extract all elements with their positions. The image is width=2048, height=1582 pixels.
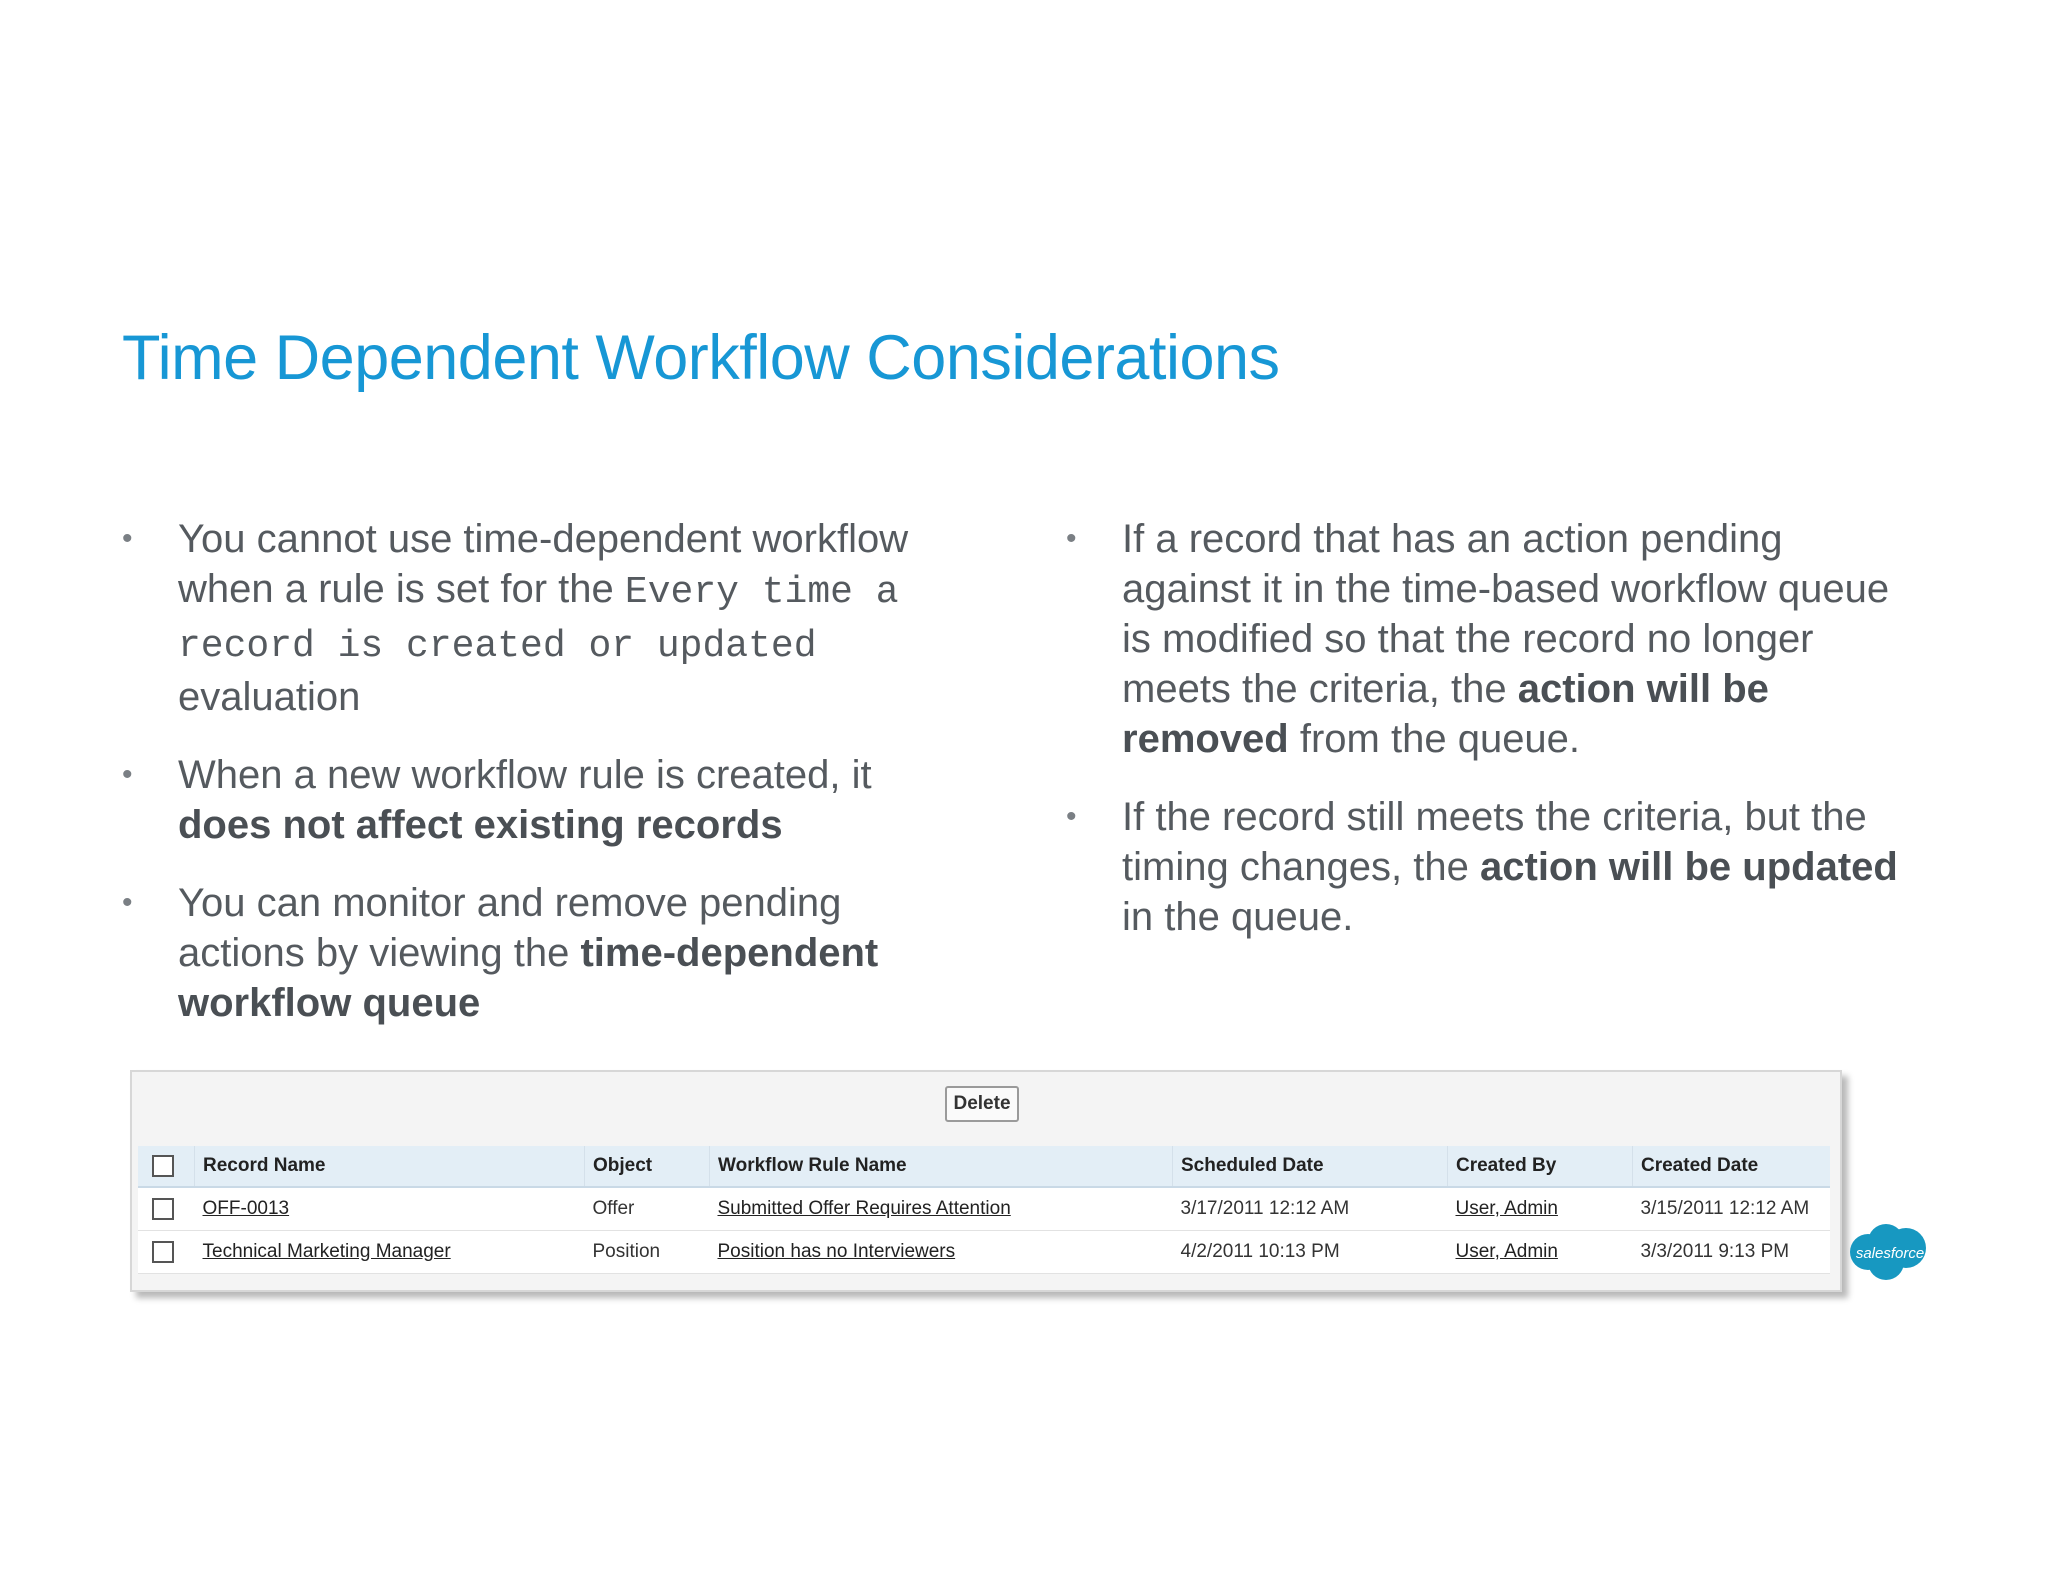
record-name-link[interactable]: Technical Marketing Manager xyxy=(202,1241,451,1262)
bullet-text: You cannot use time-dependent workflow when a rule is set for the xyxy=(178,517,909,611)
bullet-text: If the record still meets the criteria, but the timing changes, the xyxy=(1122,795,1867,889)
bullet-emphasis: time-dependent workflow queue xyxy=(178,931,879,1025)
column-header-record-name[interactable]: Record Name xyxy=(195,1146,585,1187)
workflow-rule-link[interactable]: Submitted Offer Requires Attention xyxy=(717,1198,1011,1219)
left-column xyxy=(118,514,958,1056)
bullet-emphasis: action will be updated xyxy=(1480,845,1898,889)
row-checkbox[interactable] xyxy=(152,1241,174,1263)
row-select-cell xyxy=(138,1231,195,1274)
right-bullet-list xyxy=(1062,514,1922,942)
column-header-workflow-rule[interactable]: Workflow Rule Name xyxy=(710,1146,1173,1187)
queue-table xyxy=(138,1146,1830,1274)
created-date-cell: 3/3/2011 9:13 PM xyxy=(1633,1231,1831,1274)
bullet-text: from the queue. xyxy=(1288,717,1581,761)
bullet-action-removed xyxy=(1062,514,1922,764)
table-header-row xyxy=(138,1146,1830,1187)
column-header-scheduled-date[interactable]: Scheduled Date xyxy=(1173,1146,1448,1187)
workflow-rule-cell xyxy=(710,1187,1173,1231)
row-select-cell xyxy=(138,1187,195,1231)
bullet-text: You can monitor and remove pending actions by viewing the xyxy=(178,881,842,975)
row-checkbox[interactable] xyxy=(152,1198,174,1220)
bullet-emphasis: does not affect existing records xyxy=(178,803,783,847)
bullet-text: When a new workflow rule is created, it xyxy=(178,753,872,797)
created-by-link[interactable]: User, Admin xyxy=(1455,1241,1558,1262)
workflow-rule-cell xyxy=(710,1231,1173,1274)
bullet-new-rule xyxy=(118,750,958,850)
created-by-link[interactable]: User, Admin xyxy=(1455,1198,1558,1219)
column-header-object[interactable]: Object xyxy=(585,1146,710,1187)
bullet-no-time-dependent xyxy=(118,514,958,722)
slide-title: Time Dependent Workflow Considerations xyxy=(122,323,1280,393)
object-cell: Offer xyxy=(585,1187,710,1231)
object-cell: Position xyxy=(585,1231,710,1274)
delete-button[interactable]: Delete xyxy=(945,1086,1019,1122)
table-row xyxy=(138,1231,1830,1274)
bullet-monitor-queue xyxy=(118,878,958,1028)
logo-wordmark: salesforce xyxy=(1855,1245,1925,1262)
right-column xyxy=(1062,514,1922,970)
workflow-queue-screenshot xyxy=(130,1070,1842,1292)
bullet-action-updated xyxy=(1062,792,1922,942)
record-name-link[interactable]: OFF-0013 xyxy=(202,1198,290,1219)
column-header-created-by[interactable]: Created By xyxy=(1448,1146,1633,1187)
bullet-emphasis: action will be removed xyxy=(1122,667,1769,761)
record-name-cell xyxy=(195,1231,585,1274)
bullet-text: in the queue. xyxy=(1122,895,1354,939)
created-date-cell: 3/15/2011 12:12 AM xyxy=(1633,1187,1831,1231)
evaluation-code: Every time a record is created or updated xyxy=(178,571,899,668)
workflow-rule-link[interactable]: Position has no Interviewers xyxy=(717,1241,956,1262)
select-all-cell xyxy=(138,1146,195,1187)
select-all-checkbox[interactable] xyxy=(152,1155,174,1177)
created-by-cell xyxy=(1448,1231,1633,1274)
column-header-created-date[interactable]: Created Date xyxy=(1633,1146,1831,1187)
salesforce-logo xyxy=(1846,1222,1930,1282)
scheduled-date-cell: 4/2/2011 10:13 PM xyxy=(1173,1231,1448,1274)
bullet-text: evaluation xyxy=(178,675,361,719)
table-row xyxy=(138,1187,1830,1231)
bullet-text: If a record that has an action pending against it in the time-based workflow queue is modified so that the record no longer meets the criteria, the xyxy=(1122,517,1890,711)
scheduled-date-cell: 3/17/2011 12:12 AM xyxy=(1173,1187,1448,1231)
left-bullet-list xyxy=(118,514,958,1028)
created-by-cell xyxy=(1448,1187,1633,1231)
record-name-cell xyxy=(195,1187,585,1231)
